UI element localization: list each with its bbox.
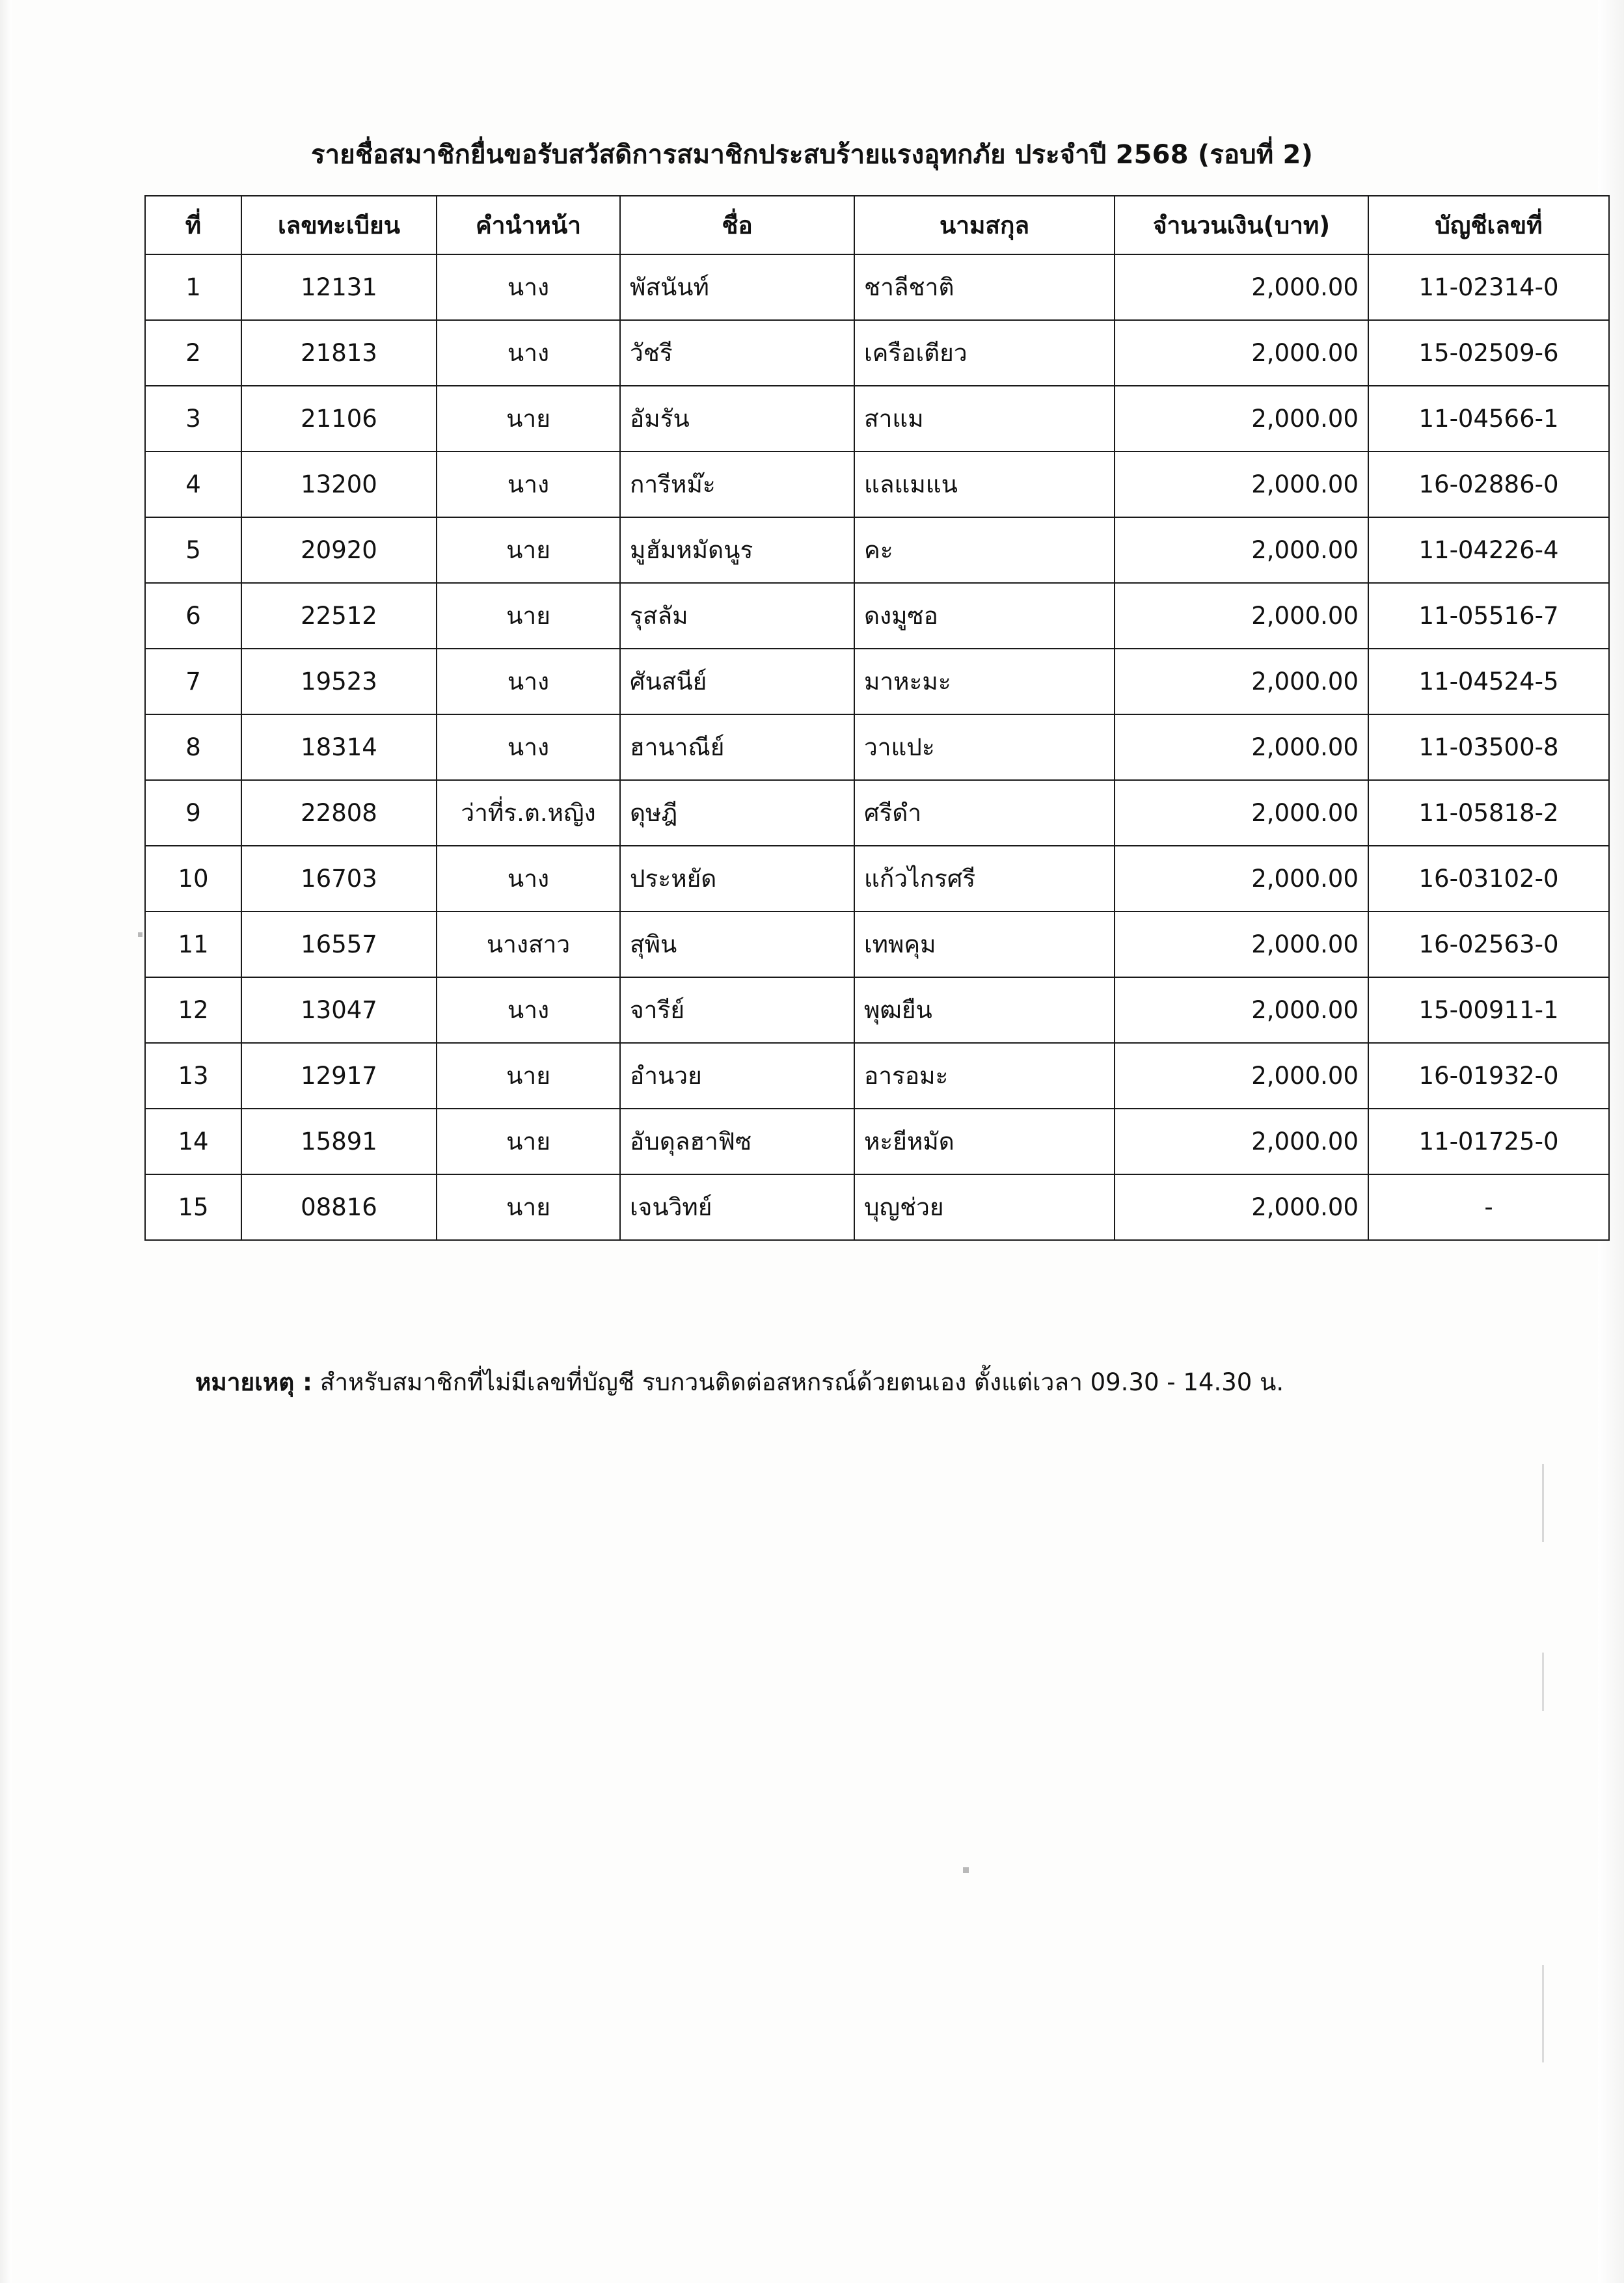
cell-amount: 2,000.00: [1115, 452, 1368, 517]
cell-reg: 21106: [241, 386, 437, 452]
cell-no: 8: [145, 714, 241, 780]
header-prefix: คำนำหน้า: [437, 196, 620, 254]
header-no: ที่: [145, 196, 241, 254]
table-row: [145, 714, 1609, 780]
scan-line: [1542, 1464, 1544, 1542]
scan-speck: [963, 1867, 969, 1873]
table-row: [145, 517, 1609, 583]
cell-amount: 2,000.00: [1115, 714, 1368, 780]
table-row: [145, 320, 1609, 386]
cell-account: 16-02563-0: [1368, 912, 1609, 977]
cell-account: 11-05516-7: [1368, 583, 1609, 649]
cell-first: อัมรัน: [620, 386, 854, 452]
cell-prefix: นาย: [437, 517, 620, 583]
cell-first: อับดุลฮาฟิซ: [620, 1109, 854, 1174]
cell-reg: 18314: [241, 714, 437, 780]
cell-no: 3: [145, 386, 241, 452]
scan-speck: [138, 932, 142, 937]
cell-account: 11-04524-5: [1368, 649, 1609, 714]
scan-edge-left: [0, 0, 12, 2283]
cell-last: ศรีดำ: [854, 780, 1115, 846]
cell-amount: 2,000.00: [1115, 517, 1368, 583]
cell-no: 9: [145, 780, 241, 846]
cell-account: 15-00911-1: [1368, 977, 1609, 1043]
table-header-row: [145, 196, 1609, 254]
cell-amount: 2,000.00: [1115, 254, 1368, 320]
cell-no: 15: [145, 1174, 241, 1240]
cell-reg: 15891: [241, 1109, 437, 1174]
table-row: [145, 386, 1609, 452]
table-body: [145, 254, 1609, 1240]
cell-reg: 12131: [241, 254, 437, 320]
table-row: [145, 912, 1609, 977]
cell-no: 6: [145, 583, 241, 649]
cell-account: 11-03500-8: [1368, 714, 1609, 780]
cell-account: 16-02886-0: [1368, 452, 1609, 517]
table-row: [145, 846, 1609, 912]
cell-no: 2: [145, 320, 241, 386]
cell-last: เครือเตียว: [854, 320, 1115, 386]
members-table-wrapper: [144, 195, 1559, 1241]
page-title: รายชื่อสมาชิกยื่นขอรับสวัสดิการสมาชิกประสบร้ายแรงอุทกภัย ประจำปี 2568 (รอบที่ 2): [310, 140, 1314, 170]
cell-prefix: นาง: [437, 452, 620, 517]
cell-prefix: นาย: [437, 1043, 620, 1109]
header-amount: จำนวนเงิน(บาท): [1115, 196, 1368, 254]
cell-account: 11-04226-4: [1368, 517, 1609, 583]
cell-first: จารีย์: [620, 977, 854, 1043]
cell-amount: 2,000.00: [1115, 649, 1368, 714]
cell-prefix: นางสาว: [437, 912, 620, 977]
table-row: [145, 1174, 1609, 1240]
cell-reg: 22512: [241, 583, 437, 649]
cell-no: 5: [145, 517, 241, 583]
cell-last: อารอมะ: [854, 1043, 1115, 1109]
cell-amount: 2,000.00: [1115, 977, 1368, 1043]
cell-first: ดุษฎี: [620, 780, 854, 846]
cell-no: 14: [145, 1109, 241, 1174]
cell-account: 11-05818-2: [1368, 780, 1609, 846]
cell-last: ดงมูซอ: [854, 583, 1115, 649]
cell-account: 11-04566-1: [1368, 386, 1609, 452]
cell-last: หะยีหมัด: [854, 1109, 1115, 1174]
cell-amount: 2,000.00: [1115, 1043, 1368, 1109]
cell-first: รุสลัม: [620, 583, 854, 649]
cell-first: วัชรี: [620, 320, 854, 386]
cell-prefix: นาย: [437, 583, 620, 649]
table-row: [145, 649, 1609, 714]
cell-account: 16-03102-0: [1368, 846, 1609, 912]
header-last: นามสกุล: [854, 196, 1115, 254]
cell-reg: 19523: [241, 649, 437, 714]
footnote-text: สำหรับสมาชิกที่ไม่มีเลขที่บัญชี รบกวนติดต่อสหกรณ์ด้วยตนเอง ตั้งแต่เวลา 09.30 - 14.30 น.: [312, 1368, 1284, 1396]
footnote-label: หมายเหตุ :: [195, 1368, 312, 1396]
cell-last: บุญช่วย: [854, 1174, 1115, 1240]
cell-prefix: นาง: [437, 254, 620, 320]
cell-last: คะ: [854, 517, 1115, 583]
table-header: [145, 196, 1609, 254]
cell-no: 7: [145, 649, 241, 714]
cell-first: ประหยัด: [620, 846, 854, 912]
cell-last: ชาลีชาติ: [854, 254, 1115, 320]
table-row: [145, 583, 1609, 649]
cell-reg: 16557: [241, 912, 437, 977]
cell-last: มาหะมะ: [854, 649, 1115, 714]
cell-amount: 2,000.00: [1115, 1109, 1368, 1174]
table-row: [145, 1043, 1609, 1109]
cell-reg: 22808: [241, 780, 437, 846]
cell-prefix: ว่าที่ร.ต.หญิง: [437, 780, 620, 846]
cell-last: สาแม: [854, 386, 1115, 452]
cell-reg: 08816: [241, 1174, 437, 1240]
cell-amount: 2,000.00: [1115, 320, 1368, 386]
footnote: [195, 1363, 1562, 1401]
cell-prefix: นาย: [437, 1109, 620, 1174]
table-row: [145, 452, 1609, 517]
cell-prefix: นาย: [437, 386, 620, 452]
header-reg: เลขทะเบียน: [241, 196, 437, 254]
cell-no: 11: [145, 912, 241, 977]
cell-amount: 2,000.00: [1115, 912, 1368, 977]
cell-last: เทพคุม: [854, 912, 1115, 977]
cell-last: แก้วไกรศรี: [854, 846, 1115, 912]
table-row: [145, 977, 1609, 1043]
cell-reg: 13047: [241, 977, 437, 1043]
cell-no: 10: [145, 846, 241, 912]
header-account: บัญชีเลขที่: [1368, 196, 1609, 254]
cell-account: 11-01725-0: [1368, 1109, 1609, 1174]
cell-prefix: นาง: [437, 714, 620, 780]
cell-first: มูฮัมหมัดนูร: [620, 517, 854, 583]
cell-amount: 2,000.00: [1115, 780, 1368, 846]
cell-prefix: นาง: [437, 977, 620, 1043]
cell-reg: 21813: [241, 320, 437, 386]
header-first: ชื่อ: [620, 196, 854, 254]
table-row: [145, 254, 1609, 320]
cell-reg: 16703: [241, 846, 437, 912]
cell-no: 13: [145, 1043, 241, 1109]
cell-last: วาแปะ: [854, 714, 1115, 780]
cell-account: 16-01932-0: [1368, 1043, 1609, 1109]
cell-first: เจนวิทย์: [620, 1174, 854, 1240]
table-row: [145, 780, 1609, 846]
cell-first: ศันสนีย์: [620, 649, 854, 714]
cell-amount: 2,000.00: [1115, 846, 1368, 912]
table-row: [145, 1109, 1609, 1174]
cell-prefix: นาย: [437, 1174, 620, 1240]
cell-prefix: นาง: [437, 846, 620, 912]
scan-line: [1542, 1965, 1544, 2062]
cell-account: 15-02509-6: [1368, 320, 1609, 386]
cell-prefix: นาง: [437, 649, 620, 714]
cell-reg: 12917: [241, 1043, 437, 1109]
cell-account: 11-02314-0: [1368, 254, 1609, 320]
cell-no: 4: [145, 452, 241, 517]
cell-amount: 2,000.00: [1115, 583, 1368, 649]
cell-no: 12: [145, 977, 241, 1043]
cell-prefix: นาง: [437, 320, 620, 386]
cell-reg: 20920: [241, 517, 437, 583]
cell-last: แลแมแน: [854, 452, 1115, 517]
cell-first: ฮานาณีย์: [620, 714, 854, 780]
cell-no: 1: [145, 254, 241, 320]
scan-line: [1542, 1653, 1544, 1711]
cell-first: การีหม๊ะ: [620, 452, 854, 517]
cell-reg: 13200: [241, 452, 437, 517]
cell-first: อำนวย: [620, 1043, 854, 1109]
cell-amount: 2,000.00: [1115, 386, 1368, 452]
cell-amount: 2,000.00: [1115, 1174, 1368, 1240]
cell-first: พัสนันท์: [620, 254, 854, 320]
cell-account: -: [1368, 1174, 1609, 1240]
members-table: [144, 195, 1610, 1241]
cell-first: สุพิน: [620, 912, 854, 977]
cell-last: พุฒยืน: [854, 977, 1115, 1043]
